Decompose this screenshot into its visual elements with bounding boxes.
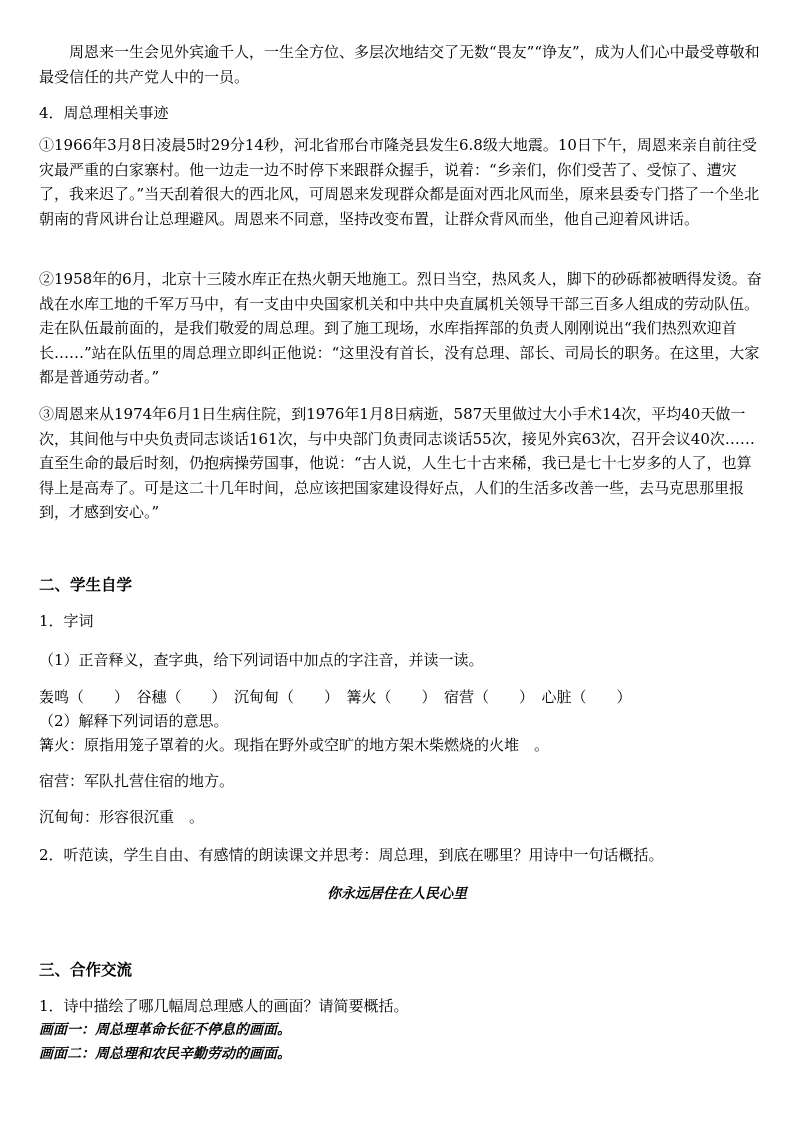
- pinyin-words-line: 轰鸣（ ） 谷穗（ ） 沉甸甸（ ） 篝火（ ） 宿营（ ） 心脏（ ）: [39, 688, 632, 706]
- section2-sub1: （1）正音释义，查字典，给下列词语中加点的字注音，并读一读。: [39, 651, 484, 669]
- definition-chendiandian: 沉甸甸：形容很沉重 。: [39, 808, 205, 826]
- deeds-heading: 4．周总理相关事迹: [39, 104, 169, 122]
- section2-item2: 2．听范读，学生自由、有感情的朗读课文并思考：周总理，到底在哪里？用诗中一句话概括。: [39, 846, 664, 864]
- definition-gouhuo: 篝火：原指用笼子罩着的火。现指在野外或空旷的地方架木柴燃烧的火堆 。: [39, 736, 550, 754]
- deed-paragraph-2: ②1958年的6月，北京十三陵水库正在热火朝天地施工。烈日当空，热风炙人，脚下的砂砾都被晒得发烫。奋战在水库工地的千军万马中，有一支由中央国家机关和中共中央直属机关领导干部三百多人组成的劳动队伍。走在队伍最前面的，是我们敬爱的周总理。到了施工现场，水库指挥部的负责人刚刚说出“我们热烈欢迎首长……”站在队伍里的周总理立即纠正他说：“这里没有首长，没有总理、部长、司局长的职务。在这里，大家都是普通劳动者。”: [39, 270, 762, 386]
- section3-answer1: 画面一：周总理革命长征不停息的画面。: [39, 1022, 291, 1038]
- intro-paragraph: 周恩来一生会见外宾逾千人，一生全方位、多层次地结交了无数“畏友”“诤友”，成为人们心中最受尊敬和最受信任的共产党人中的一员。: [39, 43, 760, 86]
- deed-paragraph-1: ①1966年3月8日凌晨5时29分14秒，河北省邢台市隆尧县发生6.8级大地震。10日下午，周恩来亲自前往受灾最严重的白家寨村。他一边走一边不时停下来跟群众握手，说着：“乡亲们，你们受苦了、受惊了、遭灾了，我来迟了。”当天刮着很大的西北风，可周恩来发现群众都是面对西北风而坐，原来县委专门搭了一个坐北朝南的背风讲台让总理避风。周恩来不同意，坚持改变布置，让群众背风而坐，他自己迎着风讲话。: [39, 136, 760, 228]
- section2-item1: 1．字词: [39, 612, 94, 630]
- definition-suying: 宿营：军队扎营住宿的地方。: [39, 772, 235, 790]
- section2-answer: 你永远居住在人民心里: [327, 886, 467, 902]
- section3-heading: 三、合作交流: [39, 961, 133, 979]
- section2-sub2: （2）解释下列词语的意思。: [39, 712, 229, 730]
- section3-answer2: 画面二：周总理和农民辛勤劳动的画面。: [39, 1046, 291, 1062]
- section2-heading: 二、学生自学: [39, 576, 133, 594]
- section3-item1: 1．诗中描绘了哪几幅周总理感人的画面？请简要概括。: [39, 997, 409, 1015]
- deed-paragraph-3: ③周恩来从1974年6月1日生病住院，到1976年1月8日病逝，587天里做过大小手术14次，平均40天做一次，其间他与中央负责同志谈话161次，与中央部门负责同志谈话55次，接见外宾63次，召开会议40次……直至生命的最后时刻，仍抱病操劳国事，他说：“古人说，人生七十古来稀，我已是七十七岁多的人了，也算得上是高寿了。可是这二十几年时间，总应该把国家建设得好点，人们的生活多改善一些，去马克思那里报到，才感到安心。”: [39, 405, 755, 521]
